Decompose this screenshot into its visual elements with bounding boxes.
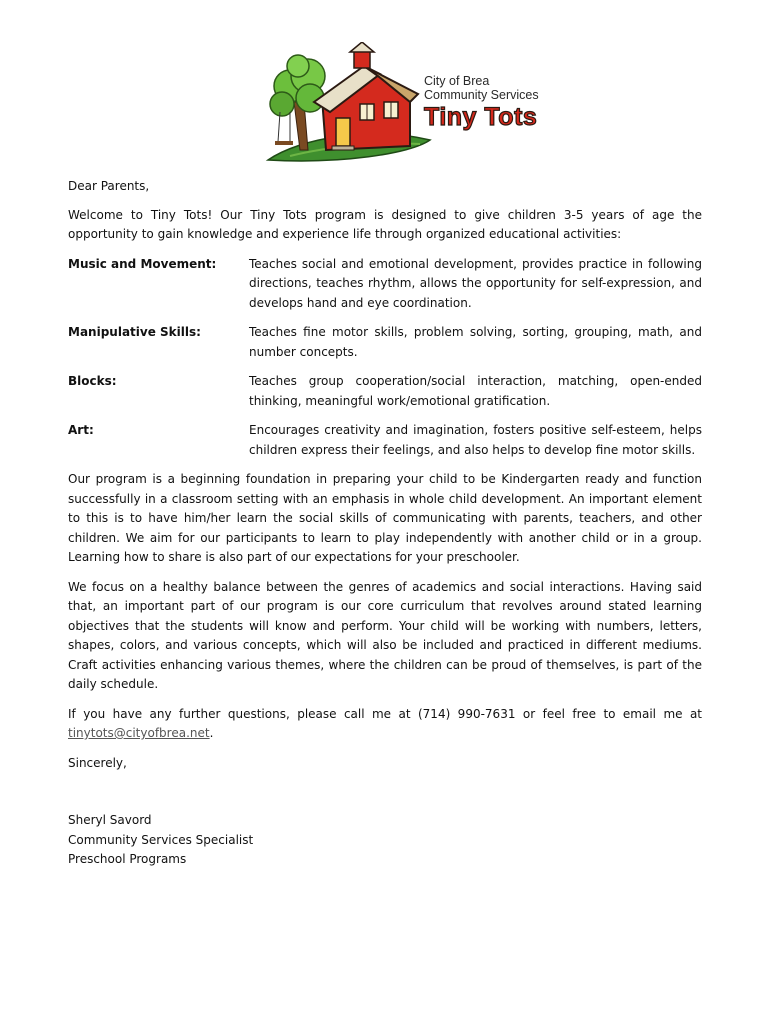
activity-description: Encourages creativity and imagination, fosters positive self-esteem, helps children express their feelings, and also helps to develop fine motor skills.	[249, 423, 702, 457]
greeting: Dear Parents,	[68, 179, 150, 193]
contact-paragraph	[68, 705, 702, 744]
signature-block	[68, 811, 702, 870]
activity-description: Teaches group cooperation/social interaction, matching, open-ended thinking, meaningful work/emotional gratification.	[249, 374, 702, 408]
program-paragraph: Our program is a beginning foundation in preparing your child to be Kindergarten ready and function successfully in a classroom setting with an emphasis in whole child development. An important element to this is to have him/her learn the social skills of communicating with parents, teachers, and other children. We aim for our participants to learn to play independently with another child or in a group. Learning how to share is also part of our expectations for your preschooler.	[68, 472, 702, 564]
activity-description: Teaches social and emotional development, provides practice in following directions, teaches rhythm, allows the opportunity for self-expression, and develops hand and eye coordination.	[249, 256, 702, 310]
signer-department: Preschool Programs	[68, 852, 187, 866]
activity-row	[68, 323, 702, 362]
contact-text: If you have any further questions, please call me at (714) 990-7631 or feel free to email me at	[68, 706, 702, 721]
closing: Sincerely,	[68, 755, 127, 770]
activity-term: Art:	[68, 423, 94, 437]
activity-term: Blocks:	[68, 374, 117, 388]
signer-name: Sheryl Savord	[68, 813, 152, 827]
contact-end: .	[209, 726, 214, 740]
intro-paragraph: Welcome to Tiny Tots! Our Tiny Tots program is designed to give children 3-5 years of age the opportunity to gain knowledge and experience life through organized educational activities:	[68, 207, 702, 241]
logo-text	[424, 74, 539, 131]
curriculum-paragraph: We focus on a healthy balance between the genres of academics and social interactions. Having said that, an important part of our program is our core curriculum that revolves around stated learning objectives that the students will know and perform. Your child will be working with numbers, letters, shapes, colors, and various concepts, which will also be included and practiced in different mediums. Craft activities enhancing various themes, where the children can be proud of themselves, is part of the daily schedule.	[68, 579, 702, 691]
activity-term: Manipulative Skills:	[68, 325, 201, 339]
activity-row	[68, 421, 702, 460]
logo-city-name: City of Brea	[424, 74, 490, 88]
activity-term: Music and Movement:	[68, 256, 217, 271]
signer-title: Community Services Specialist	[68, 832, 254, 847]
letter-body	[68, 177, 702, 870]
activity-row	[68, 372, 702, 411]
activity-row	[68, 255, 702, 314]
logo-program-name: Tiny Tots	[424, 103, 538, 131]
logo-department: Community Services	[424, 88, 539, 102]
email-link[interactable]: tinytots@cityofbrea.net	[68, 726, 210, 740]
activity-description: Teaches fine motor skills, problem solving, sorting, grouping, math, and number concepts.	[249, 325, 702, 359]
